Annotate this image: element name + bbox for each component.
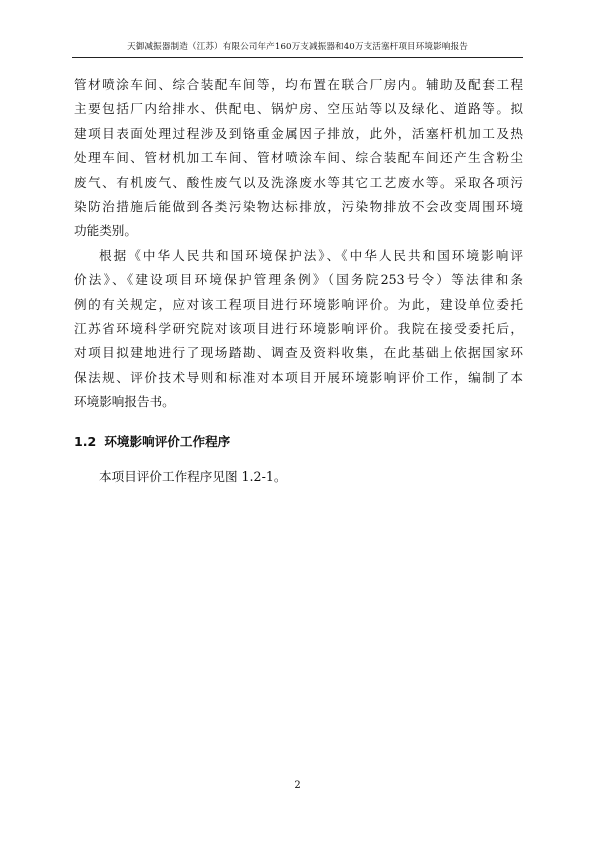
body-content xyxy=(74,73,523,414)
paragraph-line: 价法》、《建设项目环境保护管理条例》（国务院253号令）等法律和条 xyxy=(74,272,523,288)
section-number: 1.2 xyxy=(74,434,97,449)
header-title: 天御减振器制造（江苏）有限公司年产160万支减振器和40万支活塞杆项目环境影响报告 xyxy=(127,42,468,52)
paragraph-line: 建项目表面处理过程涉及到铬重金属因子排放，此外，活塞杆机加工及热 xyxy=(74,125,523,141)
page-header xyxy=(72,38,523,58)
paragraph-2 xyxy=(74,244,523,415)
paragraph-line: 废气、有机废气、酸性废气以及洗涤废水等其它工艺废水等。采取各项污 xyxy=(74,174,523,190)
section-title: 环境影响评价工作程序 xyxy=(104,434,231,449)
paragraph-line: 根据《中华人民共和国环境保护法》、《中华人民共和国环境影响评 xyxy=(99,247,523,263)
paragraph-line: 例的有关规定，应对该工程项目进行环境影响评价。为此，建设单位委托 xyxy=(74,296,523,312)
paragraph-line: 染防治措施后能做到各类污染物达标排放，污染物排放不会改变周围环境 xyxy=(74,198,523,214)
paragraph-line: 环境影响报告书。 xyxy=(74,394,175,410)
paragraph-line: 功能类别。 xyxy=(74,223,137,239)
paragraph-line: 管材喷涂车间、综合装配车间等，均布置在联合厂房内。辅助及配套工程 xyxy=(74,77,523,92)
paragraph-line: 对项目拟建地进行了现场踏勘、调查及资料收集，在此基础上依据国家环 xyxy=(74,345,523,361)
section-heading xyxy=(74,430,230,454)
paragraph-line: 主要包括厂内给排水、供配电、锅炉房、空压站等以及绿化、道路等。拟 xyxy=(74,101,523,117)
page-number: 2 xyxy=(294,780,301,791)
paragraph-1 xyxy=(74,73,523,244)
paragraph-line: 江苏省环境科学研究院对该项目进行环境影响评价。我院在接受委托后， xyxy=(74,320,523,336)
paragraph-line: 处理车间、管材机加工车间、管材喷涂车间、综合装配车间还产生含粉尘 xyxy=(74,150,523,166)
figure-reference: 本项目评价工作程序见图 1.2-1。 xyxy=(99,469,287,484)
paragraph-line: 保法规、评价技术导则和标准对本项目开展环境影响评价工作，编制了本 xyxy=(74,369,523,385)
